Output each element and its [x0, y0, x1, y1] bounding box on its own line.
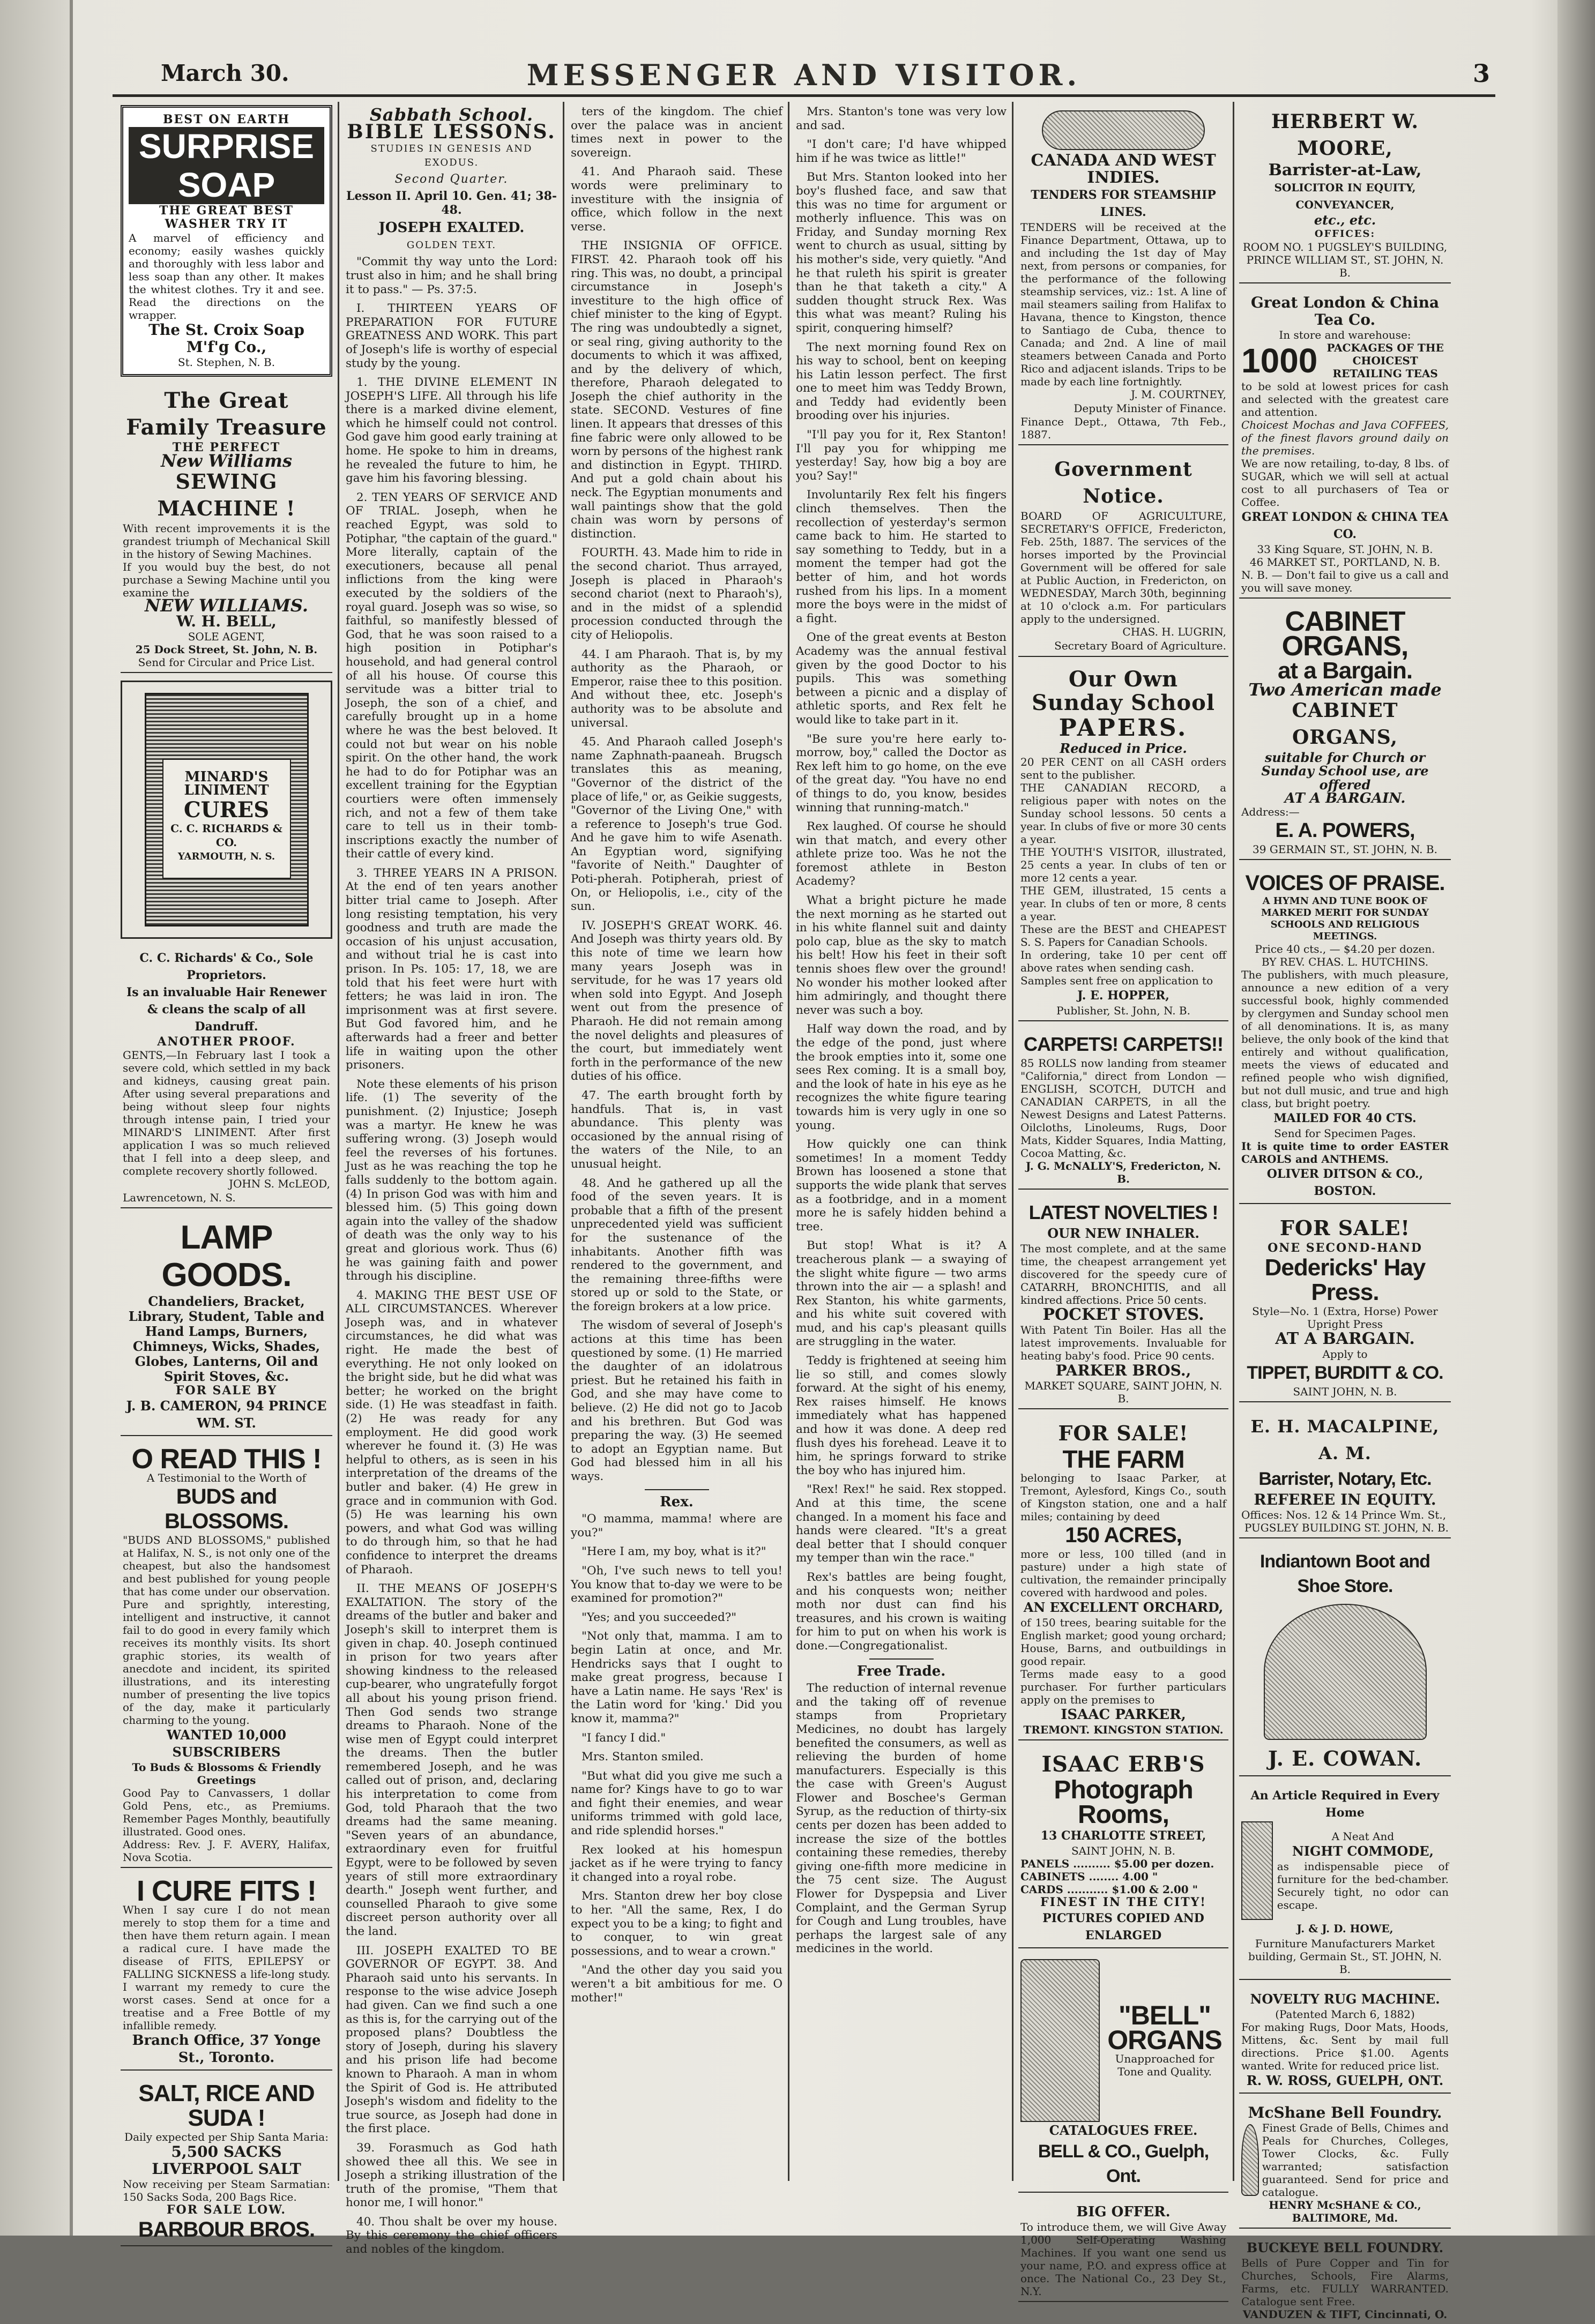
story-paragraph: Rex laughed. Of course he should win that match, and every other athlete prize too. Was he not the foremost athlete in Beston Academy?	[796, 820, 1007, 888]
farm-orchard-body: of 150 trees, bearing suitable for the English market; good young orchard; House, Barns, and outbuildings in good repair.	[1020, 1616, 1226, 1668]
tea-title: Great London & China Tea Co.	[1250, 294, 1440, 329]
carpets-ad	[1018, 1029, 1228, 1190]
sunday-publisher-place: Publisher, St. John, N. B.	[1056, 1004, 1190, 1017]
chandelier-illustration	[1264, 1604, 1427, 1740]
canada-signer: J. M. COURTNEY,	[1130, 388, 1226, 401]
cabinet-organs-ad	[1239, 606, 1451, 860]
salt-forsale: FOR SALE LOW.	[166, 2203, 287, 2217]
column-6	[1239, 105, 1451, 2321]
liniment-maker: C. C. RICHARDS & CO.	[170, 822, 282, 849]
buds-body: "BUDS AND BLOSSOMS," published at Halifax, N. S., is not only one of the cheapest, but also the handsomest and best published for young people that has come under our observation. Pure and sprightly, interesting, intelligent and instructive, it cannot fail to do good in every family which receives its monthly visits. Its short graphic stories, its wealth of anecdote and incident, its spirited illustrations, and its interesting number of presenting the live topics of the day, make it particularly charming to the young.	[123, 1534, 330, 1727]
photo-title: ISAAC ERB'S	[1041, 1751, 1205, 1777]
lesson-paragraph: 45. And Pharaoh called Joseph's name Zaphnath-paaneah. Brugsch translates this as meaning, "Governor of the district of the place of life," or, as Geikie suggests, "Governor of the Living One," with a reference to Joseph's true God. And he gave him to wife Asenath. An Egyptian word, signifying "favorite of Neith." Daughter of Poti-pherah. Potipherah, priest of On, or Heliopolis, i.e., city of the sun.	[571, 735, 782, 914]
commode-seller: J. & J. D. HOWE,	[1296, 1922, 1393, 1935]
lesson-paragraph: Note these elements of his prison life. (1) The severity of the punishment. (2) Injustice; Joseph was a martyr. He knew he was suffering wrong. (3) Joseph would feel the reverses of his fortunes. Just as he was reaching the top he falls suddenly to the bottom again. (4) In prison God was with him and blessed him. (5) This going down again into the valley of the shadow of death was the only way to his great and glorious work. Thus (6) he was gaining faith and power through his discipline.	[346, 1077, 557, 1283]
macalpine-building: PUGSLEY BUILDING ST. JOHN, N. B.	[1244, 1521, 1449, 1534]
voices-body: The publishers, with much pleasure, announce a new edition of a very successful book, highly commended by clergymen and Sunday school men of all denominations. It is, as many believe, the only book of the kind that entirely and without qualification, meets the views of educated and refined people who wish dignified, but not dull music, and true and high class, but bright poetry.	[1241, 968, 1449, 1110]
moore-name: HERBERT W. MOORE,	[1271, 110, 1419, 160]
rug-machine-ad	[1239, 1987, 1451, 2094]
hay-press-ad	[1239, 1212, 1451, 1402]
lesson-paragraph: IV. JOSEPH'S GREAT WORK. 46. And Joseph was thirty years old. By this note of time we learn how many years Joseph was in servitude, for he was 17 years old when sold into Egypt. And Joseph went out from the presence of Pharaoh. He did not remain among the novel delights and pleasures of the court, but immediately went forth in the performance of the new duties of his office.	[571, 918, 782, 1083]
masthead-bar	[107, 58, 1501, 95]
lesson-paragraph: 1. THE DIVINE ELEMENT IN JOSEPH'S LIFE. All through his life there is a marked divine element, which he himself could not control. God gave him good early training at home. He spoke to him in dreams, he revealed the future to him, he gave him his favoring blessing.	[346, 376, 557, 485]
voices-specimen: Send for Specimen Pages.	[1274, 1127, 1416, 1140]
buckeye-maker: VANDUZEN & TIFT, Cincinnati, O.	[1242, 2307, 1448, 2321]
farm-for-sale-ad	[1018, 1417, 1228, 1740]
govnotice-title: Government Notice.	[1054, 458, 1192, 508]
buds-wanted-sub: To Buds & Blossoms & Friendly Greetings	[132, 1761, 321, 1787]
column-rule	[338, 102, 339, 2181]
hay-name: Dedericks' Hay Press.	[1264, 1254, 1426, 1305]
sunday-gem: THE GEM, illustrated, 15 cents a year. In clubs of ten or more, 8 cents a year.	[1020, 884, 1226, 923]
cure-fits-ad	[121, 1875, 332, 2071]
story-paragraph: What a bright picture he made the next morning as he started out in his white flannel suit and dainty polo cap, blue as the sky to match his belt! How his feet in their soft tennis shoes flew over the ground! No wonder his mother looked after him admiringly, and thought there never was such a boy.	[796, 894, 1007, 1017]
column-4	[796, 105, 1007, 2184]
night-commode-ad	[1239, 1784, 1451, 1980]
tea-sugar: We are now retailing, to-day, 8 lbs. of SUGAR, which we will sell at actual cost to all purchasers of Tea or Coffee.	[1241, 457, 1449, 509]
section-title: Sabbath School.	[369, 104, 534, 125]
bell-illustration	[1241, 2124, 1259, 2196]
voices-by: BY REV. CHAS. L. HUTCHINS.	[1261, 955, 1429, 969]
lamp-body: Chandeliers, Bracket, Library, Student, Table and Hand Lamps, Burners, Chimneys, Wicks, Shades, Globes, Lanterns, Oil and Spirit Stoves, &c.	[128, 1293, 325, 1384]
cabinet-two: Two American made	[1248, 679, 1442, 700]
sewing-agent-role: SOLE AGENT,	[188, 630, 265, 643]
macalpine-offices: Offices: Nos. 12 & 14 Prince Wm. St.,	[1241, 1508, 1447, 1521]
farm-seller: ISAAC PARKER,	[1061, 1706, 1186, 1723]
issue-date: March 30.	[161, 60, 289, 86]
novelties-ad	[1018, 1197, 1228, 1409]
organ-illustration	[1020, 1959, 1100, 2122]
photo-finest: FINEST IN THE CITY!	[1040, 1895, 1206, 1909]
sewing-address: 25 Dock Street, St. John, N. B.	[135, 642, 318, 656]
cabinet-address: 39 GERMAIN ST., ST. JOHN, N. B.	[1253, 843, 1437, 856]
story-paragraph: "O mamma, mamma! where are you?"	[571, 1512, 782, 1540]
canada-title: CANADA AND WEST INDIES.	[1031, 151, 1216, 187]
bell-sub: Unapproached for Tone and Quality.	[1115, 2052, 1214, 2078]
column-rule	[1233, 102, 1234, 2181]
soap-place: St. Stephen, N. B.	[177, 355, 275, 369]
liniment-text	[121, 946, 332, 1208]
soap-ad	[121, 105, 332, 377]
farm-terms: Terms made easy to a good purchaser. For further particulars apply on the premises to	[1020, 1667, 1226, 1706]
bigoffer-body: To introduce them, we will Give Away 1,000 Self-Operating Washing Machines. If you want one send us your name, P.O. and express office at once. The National Co., 23 Dey St., N.Y.	[1020, 2220, 1226, 2298]
photograph-rooms-ad	[1018, 1748, 1228, 1948]
buckeye-bell-ad	[1239, 2236, 1451, 2324]
lesson-paragraph: FOURTH. 43. Made him to ride in the second chariot. Thus arrayed, Joseph is placed in Pharaoh's second chariot (next to Pharaoh's), and in the midst of a splendid procession conducted through the city of Heliopolis.	[571, 546, 782, 642]
mcshane-body: Finest Grade of Bells, Chimes and Peals for Churches, Colleges, Tower Clocks, &c. Fully warranted; satisfaction guaranteed. Send for price and catalogue.	[1262, 2121, 1449, 2199]
voices-of-praise-ad	[1239, 868, 1451, 1204]
buds-wanted-body: Good Pay to Canvassers, 1 dollar Gold Pens, etc., as Premiums. Remember Pages Monthly, beautifully illustrated. Good ones.	[123, 1787, 330, 1839]
sunday-visitor: THE YOUTH'S VISITOR, illustrated, 25 cents a year. In clubs of ten or more 12 cents a year.	[1020, 845, 1226, 884]
story-paragraph: "And the other day you said you weren't a bit ambitious for me. O mother!"	[571, 1963, 782, 2005]
lesson-paragraph: 4. MAKING THE BEST USE OF ALL CIRCUMSTANCES. Wherever Joseph was, and in whatever circumstances, he did what was right. He made the best of everything. He not only looked on the bright side, but he did what was better; he worked on the bright side. (1) He was steadfast in faith. (2) He was ready for any employment. He did good work wherever he found it. (3) He was helpful to others, as is seen in his interpretation of the dreams of the butler and baker. (4) He grew in grace and in communion with God. (5) He was learning his own powers, and what God was willing to do through him, so that he had confidence to interpret the dreams of Pharaoh.	[346, 1288, 557, 1576]
hay-seller: TIPPET, BURDITT & CO.	[1247, 1362, 1443, 1383]
carpets-seller: J. G. McNALLY'S, Fredericton, N. B.	[1025, 1159, 1221, 1185]
photo-panels: PANELS .......... $5.00 per dozen.	[1020, 1857, 1214, 1870]
macalpine-barrister-ad	[1239, 1410, 1451, 1538]
tea-body: to be sold at lowest prices for cash and selected with the greatest care and attention.	[1241, 380, 1449, 419]
story-paragraph: The next morning found Rex on his way to school, bent on keeping his Latin lesson perfect. The first one to meet him was Teddy Brown, and Teddy had evidently been brooding over his injuries.	[796, 340, 1007, 423]
photo-address: 13 CHARLOTTE STREET,	[1040, 1828, 1206, 1843]
hay-seller-place: SAINT JOHN, N. B.	[1293, 1385, 1397, 1398]
liniment-cures: CURES	[183, 797, 270, 823]
hay-bargain: AT A BARGAIN.	[1275, 1329, 1415, 1348]
lamp-seller: J. B. CAMERON, 94 PRINCE WM. ST.	[126, 1398, 327, 1431]
salt-rice-ad	[121, 2078, 332, 2246]
story-paragraph: Half way down the road, and by the edge of the pond, just where the brook empties into it, some one sees Rex coming. It is a small boy, and the look of hate in his eye as he recognizes the white figure tearing towards him is very ugly in one so young.	[796, 1022, 1007, 1132]
lesson-paragraph: 41. And Pharaoh said. These words were preliminary to investiture with the insignia of office, which follow in the next verse.	[571, 165, 782, 234]
tea-quantity: 1000	[1241, 341, 1318, 380]
lesson-paragraph: The wisdom of several of Joseph's actions at this time has been questioned by some. (1) He married the daughter of an idolatrous priest. But he retained his faith in God, and she may have come to believe. (2) He did not go to Jacob and his brethren. But God was preparing the way. (3) He seemed to adopt an Egyptian name. But God had blessed him in all his ways.	[571, 1319, 782, 1483]
liniment-bottle-illustration	[145, 693, 309, 926]
story-paragraph: Rex looked at his homespun jacket as if he were trying to fancy it changed into a royal robe.	[571, 1843, 782, 1884]
liniment-claim: Is an invaluable Hair Renewer & cleans the scalp of all Dandruff.	[126, 985, 327, 1034]
canada-sub: TENDERS FOR STEAMSHIP LINES.	[1031, 188, 1216, 219]
commode-title: An Article Required in Every Home	[1250, 1788, 1440, 1820]
shoe-owner: J. E. COWAN.	[1268, 1746, 1422, 1770]
story-paragraph: "Rex! Rex!" he said. Rex stopped. And at this time, the scene changed. In a moment his face and hands were cleared. "It's a great deal better that I should conquer my temper than win the race."	[796, 1483, 1007, 1565]
liniment-signer-place: Lawrencetown, N. S.	[123, 1191, 236, 1204]
lamp-title: LAMP GOODS.	[161, 1219, 292, 1294]
sunday-publisher: J. E. HOPPER,	[1077, 988, 1169, 1003]
column-1	[121, 105, 332, 2241]
commode-sub: A Neat And	[1331, 1829, 1395, 1843]
photo-cabinets: CABINETS ........ 4.00 "	[1020, 1870, 1158, 1883]
cabinet-at: AT A BARGAIN.	[1284, 790, 1406, 806]
masthead-title: MESSENGER AND VISITOR.	[526, 58, 1082, 92]
story-paragraph: "Oh, I've such news to tell you! You know that to-day we were to be examined for promotion?"	[571, 1564, 782, 1605]
mcshane-title: McShane Bell Foundry.	[1248, 2103, 1442, 2121]
soap-name: SURPRISE	[129, 127, 324, 166]
farm-title: THE FARM	[1062, 1445, 1184, 1473]
buckeye-body: Bells of Pure Copper and Tin for Churches, Schools, Fire Alarms, Farms, etc. FULLY WARRANTED. Catalogue sent Free.	[1241, 2256, 1449, 2308]
novelties-stoves-body: With Patent Tin Boiler. Has all the latest improvements. Invaluable for heating baby's food. Price 90 cents.	[1020, 1323, 1226, 1362]
story-paragraph: "Yes; and you succeeded?"	[582, 1610, 737, 1624]
story-paragraph: "But what did you give me such a name for? Kings have to go to war and fight their enemies, and wear uniforms trimmed with gold lace, and ride splendid horses."	[571, 1769, 782, 1838]
photo-copied: PICTURES COPIED AND ENLARGED	[1042, 1911, 1204, 1942]
buds-wanted: WANTED 10,000 SUBSCRIBERS	[166, 1727, 287, 1760]
canada-body: TENDERS will be received at the Finance Department, Ottawa, up to and including the 1st day of May next, from persons or companies, for the performance of the following steamship services, viz.: 1st. A line of mail steamers sailing from Halifax to Havana, thence to Kingston, thence to Santiago de Cuba, thence to Canada; and 2nd. A line of mail steamers between Canada and Porto Rico and adjacent islands. Trips to be made by each line fortnightly.	[1020, 221, 1226, 388]
farm-body: belonging to Isaac Parker, at Tremont, Aylesford, Kings Co., south of Kingston station, one and a half miles; containing by deed	[1020, 1471, 1226, 1523]
sewing-title: The Great Family Treasure	[126, 387, 327, 440]
sunday-school-papers-ad	[1018, 664, 1228, 1021]
facing-page-edge	[0, 0, 73, 2236]
story-paragraph: How quickly one can think sometimes! In a moment Teddy Brown has loosened a stone that supports the wide plank that serves as a footbridge, and in a moment more he is safely hidden behind a tree.	[796, 1138, 1007, 1234]
soap-tag: BEST ON EARTH	[162, 113, 290, 126]
voices-sub: A HYMN AND TUNE BOOK OF MARKED MERIT FOR SUNDAY SCHOOLS AND RELIGIOUS MEETINGS.	[1261, 895, 1429, 943]
story-paragraph: Involuntarily Rex felt his fingers clinch themselves. Then the recollection of yesterday's sermon came back to him. He started to say something to Teddy, but in a moment the temper had got the better of him, and hot words rushed from his lips. In a moment more the boys were in the midst of a fight.	[796, 488, 1007, 625]
column-3	[571, 105, 782, 2184]
story-paragraph: But Mrs. Stanton looked into her boy's flushed face, and saw that this was no time for argument or motherly influence. This was on Friday, and Sunday morning Rex went to church as usual, sitting by his mother's side, very quietly. "And he that ruleth his spirit is greater than he that taketh a city." A sudden thought struck Rex. Was this what was meant? Ruling his spirit, conquering himself?	[796, 170, 1007, 335]
cabinet-bargain: at a Bargain.	[1277, 657, 1413, 684]
novelties-title: LATEST NOVELTIES !	[1028, 1201, 1218, 1223]
canada-signer-role: Deputy Minister of Finance.	[1074, 401, 1226, 415]
story-title: Rex.	[660, 1493, 694, 1510]
moore-offices: OFFICES:	[1314, 228, 1376, 240]
story-paragraph: Mrs. Stanton drew her boy close to her. "All the same, Rex, I do expect you to be a king; to fight and to conquer, to win great possessions, and to wear a crown."	[571, 1889, 782, 1958]
cure-body: When I say cure I do not mean merely to stop them for a time and then have them return again. I mean a radical cure. I have made the disease of FITS, EPILEPSY or FALLING SICKNESS a life-long study. I warrant my remedy to cure the worst cases. Send at once for a treatise and a Free Bottle of my infallible remedy.	[123, 1903, 330, 2032]
story-paragraph: "Not only that, mamma. I am to begin Latin at once, and Mr. Hendricks says that I ought to make great progress, because I have a Latin name. He says 'Rex' is the Latin word for 'king.' Did you know it, mamma?"	[571, 1630, 782, 1725]
government-notice-ad	[1018, 453, 1228, 657]
rug-maker: R. W. ROSS, GUELPH, ONT.	[1246, 2072, 1444, 2088]
lessons-title: BIBLE LESSONS.	[347, 120, 556, 143]
cure-office: Branch Office, 37 Yonge St., Toronto.	[132, 2032, 321, 2066]
salt-title: SALT, RICE AND SUDA !	[138, 2080, 315, 2132]
buds-blossoms-ad	[121, 1444, 332, 1868]
photo-title-2: Photograph Rooms,	[1054, 1775, 1193, 1829]
sewing-body-2: If you would buy the best, do not purchase a Sewing Machine until you examine the	[123, 560, 330, 599]
novelties-seller-place: MARKET SQUARE, SAINT JOHN, N. B.	[1024, 1379, 1223, 1405]
sunday-reduced: Reduced in Price.	[1060, 741, 1187, 757]
liniment-place: YARMOUTH, N. S.	[177, 850, 275, 862]
sunday-title: Our Own Sunday School	[1032, 667, 1215, 716]
voices-mailed: MAILED FOR 40 CTS.	[1273, 1111, 1417, 1126]
golden-text: "Commit thy way unto the Lord: trust also in him; and he shall bring it to pass." — Ps. 37:5.	[346, 255, 557, 296]
commode-body: as indispensable piece of furniture for the bed-chamber. Securely tight, no odor can escape.	[1277, 1859, 1449, 1911]
voices-title: VOICES OF PRAISE.	[1245, 871, 1445, 895]
free-trade-title: Free Trade.	[856, 1663, 946, 1679]
carpets-title: CARPETS! CARPETS!!	[1023, 1033, 1223, 1055]
lesson-line: Lesson II. April 10. Gen. 41; 38-48.	[346, 189, 557, 217]
steamship-tenders-ad	[1018, 105, 1228, 445]
sunday-record: THE CANADIAN RECORD, a religious paper with notes on the Sunday school lessons. 50 cents a year. In clubs of five or more 30 cents a year.	[1020, 781, 1226, 846]
novelties-stoves: POCKET STOVES.	[1042, 1305, 1204, 1324]
lesson-paragraph: 48. And he gathered up all the food of the seven years. It is probable that a fifth of the present unprecedented yield was sufficient for the sustenance of the inhabitants. Another fifth was rendered to the government, and the remaining three-fifths were stored up or sold to the State, or the foreign brokers at a low price.	[571, 1176, 782, 1313]
tea-note: N. B. — Don't fail to give us a call and you will save money.	[1241, 569, 1449, 595]
moore-address: ROOM NO. 1 PUGSLEY'S BUILDING, PRINCE WILLIAM ST., ST. JOHN, N. B.	[1242, 241, 1448, 280]
big-offer-ad	[1018, 2200, 1228, 2302]
mcshane-maker: HENRY McSHANE & CO., BALTIMORE, Md.	[1269, 2198, 1421, 2224]
story-paragraph: Rex's battles are being fought, and his conquests won; neither moth nor dust can find his treasures, and his crown is waiting for him to put on when his work is done.—Congregationalist.	[796, 1570, 1007, 1653]
lesson-paragraph: 47. The earth brought forth by handfuls. That is, in vast abundance. This plenty was occasioned by the annual rising of the waters of the Nile, to an unusual height.	[571, 1088, 782, 1171]
buds-title: O READ THIS !	[131, 1444, 322, 1475]
cabinet-name: E. A. POWERS,	[1275, 819, 1415, 842]
farm-for-sale: FOR SALE!	[1058, 1421, 1189, 1445]
sewing-agent: W. H. BELL,	[176, 612, 277, 630]
soap-tagline: THE GREAT BEST WASHER TRY IT	[159, 203, 294, 231]
sunday-title-2: PAPERS.	[1059, 714, 1188, 742]
column-5	[1018, 105, 1228, 2298]
lesson-paragraph: ters of the kingdom. The chief over the palace was in ancient times next in power to the sovereign.	[571, 105, 782, 160]
buckeye-title: BUCKEYE BELL FOUNDRY.	[1246, 2239, 1444, 2255]
cabinet-address-label: Address:—	[1241, 805, 1300, 819]
novelties-inhaler: OUR NEW INHALER.	[1047, 1225, 1199, 1241]
page-number: 3	[1472, 59, 1490, 88]
tea-address-1: 33 King Square, ST. JOHN, N. B.	[1257, 543, 1433, 556]
column-rule	[563, 102, 564, 2181]
story-paragraph: "I'll pay you for it, Rex Stanton! I'll pay you for whipping me yesterday! Say, how big a boy are you? Say!"	[796, 428, 1007, 483]
moore-role-2: SOLICITOR IN EQUITY, CONVEYANCER,	[1274, 181, 1416, 211]
lesson-paragraph: 44. I am Pharaoh. That is, by my authority as the Pharaoh, or Emperor, raise thee to this position. And without thee, etc. Joseph's authority was to be absolute and universal.	[571, 647, 782, 730]
story-paragraph: "Be sure you're here early to-morrow, boy," called the Doctor as Rex left him to go home, on the eve of the great day. "You have no end of things to do, you know, besides winning that running-match."	[796, 732, 1007, 814]
header-rule	[113, 94, 1495, 97]
sewing-machine: SEWING MACHINE !	[157, 469, 296, 520]
lesson-paragraph: 40. Thou shalt be over my house. By this ceremony the chief officers and nobles of the kingdom.	[346, 2215, 557, 2256]
sunday-best: These are the BEST and CHEAPEST S. S. Papers for Canadian Schools.	[1020, 922, 1226, 948]
moore-role: Barrister-at-Law,	[1268, 161, 1422, 180]
rug-patent: (Patented March 6, 1882)	[1275, 2007, 1415, 2021]
buds-address: Address: Rev. J. F. AVERY, Halifax, Nova Scotia.	[123, 1838, 330, 1864]
farm-acres-body: more or less, 100 tilled (and in pasture) under a high state of cultivation, the remainder principally covered with hardwood and poles.	[1020, 1547, 1226, 1599]
soap-maker: The St. Croix Soap M'f'g Co.,	[148, 320, 304, 356]
tea-company-ad	[1239, 291, 1451, 599]
liniment-ad	[121, 681, 332, 939]
moore-barrister-ad	[1239, 105, 1451, 283]
cabinet-organs: CABINET ORGANS,	[1292, 699, 1398, 749]
tea-address-2: 46 MARKET ST., PORTLAND, N. B.	[1249, 556, 1441, 569]
lesson-paragraph: III. JOSEPH EXALTED TO BE GOVERNOR OF EGYPT. 38. And Pharaoh said unto his servants. In response to the wise advice Joseph had given. Can we find such a one as this is, for the carrying out of the proposed plans? Doubtless the story of Joseph, during his slavery and his prison life had become known to Pharaoh. A man in whom the Spirit of God is. He attributed Joseph's wisdom and fidelity to the true source, as Joseph had done in the first place.	[346, 1944, 557, 2136]
hay-apply: Apply to	[1322, 1347, 1368, 1361]
golden-text-label: GOLDEN TEXT.	[406, 239, 497, 251]
royal-arms-illustration	[1042, 110, 1205, 150]
lesson-paragraph: I. THIRTEEN YEARS OF PREPARATION FOR FUTURE GREATNESS AND WORK. This part of Joseph's life is worthy of especial study by the young.	[346, 302, 557, 370]
sunday-order: In ordering, take 10 per cent off above rates when sending cash.	[1020, 948, 1226, 974]
hay-sub: ONE SECOND-HAND	[1268, 1241, 1422, 1256]
bell-organs-ad	[1018, 1956, 1228, 2193]
sewing-brand: New Williams	[161, 451, 292, 472]
sunday-samples: Samples sent free on application to	[1020, 974, 1213, 987]
lesson-paragraph: II. THE MEANS OF JOSEPH'S EXALTATION. The story of the dreams of the butler and baker and Joseph's skill to interpret them is given in chap. 40. Joseph continued in prison for two years after showing kindness to the released cup-bearer, who ungratefully forgot all about his young prison friend. Then God sends two strange dreams to Pharaoh. None of the wise men of Egypt could interpret the dreams. Then the butler remembered Joseph, and he was called out of prison, and, declaring his interpretation to come from God, told Pharaoh that the two dreams had the same meaning. "Seven years of an abundance, extraordinary even for fruitful Egypt, were to be followed by seven years of still more extraordinary dearth." Joseph went further, and counselled Pharaoh to give some discreet person authority over all the land.	[346, 1582, 557, 1938]
commode-illustration	[1241, 1821, 1273, 1920]
liniment-proprietors: C. C. Richards' & Co., Sole Proprietors.	[139, 951, 314, 982]
story-paragraph: Mrs. Stanton's tone was very low and sad.	[796, 105, 1007, 132]
story-paragraph: Mrs. Stanton smiled.	[582, 1750, 704, 1764]
sewing-brand-2: NEW WILLIAMS.	[145, 595, 308, 616]
tea-coffees: Choicest Mochas and Java COFFEES, of the finest flavors ground daily on the premises.	[1241, 419, 1449, 458]
mcshane-bell-ad	[1239, 2101, 1451, 2229]
bell-organs: ORGANS	[1107, 2024, 1222, 2055]
carpets-body: 85 ROLLS now landing from steamer "California," direct from London — ENGLISH, SCOTCH, DUTCH and CANADIAN CARPETS, in all the Newest Designs and Latest Patterns. Oilcloths, Linoleums, Rugs, Door Mats, Kidder Squares, India Matting, Cocoa Matting, &c.	[1020, 1056, 1226, 1160]
govnotice-signer-role: Secretary Board of Agriculture.	[1054, 639, 1226, 652]
buds-sub: A Testimonial to the Worth of	[146, 1471, 307, 1485]
voices-easter: It is quite time to order EASTER CAROLS and ANTHEMS.	[1241, 1140, 1449, 1166]
shoe-title: Indiantown Boot and Shoe Store.	[1259, 1551, 1430, 1596]
sewing-perfect: THE PERFECT	[172, 440, 281, 454]
bell-maker: BELL & CO., Guelph, Ont.	[1038, 2141, 1209, 2186]
photo-cards: CARDS ........... $1.00 & 2.00 "	[1020, 1882, 1198, 1896]
story-paragraph: One of the great events at Beston Academy was the annual festival given by the good Doctor to his pupils. This was something between a picnic and a display of athletic sports, and Rex felt he would like to take part in it.	[796, 631, 1007, 727]
lesson-paragraph: THE INSIGNIA OF OFFICE. FIRST. 42. Pharaoh took off his ring. This was, no doubt, a principal circumstance in Joseph's investiture to the high office of chief minister to the king of Egypt. The ring was undoubtedly a signet, or seal ring, giving authority to the documents to which it was affixed, and by the delivery of which, therefore, Pharaoh delegated to Joseph the chief authority in the state. SECOND. Vestures of fine linen. It appears that dresses of this fine fabric were only allowed to be worn by persons of the highest rank and distinction in Egypt. THIRD. And put a gold chain about his neck. The Egyptian monuments and wall paintings show that the gold chain was worn by persons of distinction.	[571, 239, 782, 541]
tea-quantity-desc: PACKAGES OF THE CHOICEST RETAILING TEAS	[1326, 341, 1444, 380]
rug-title: NOVELTY RUG MACHINE.	[1250, 1991, 1440, 2007]
liniment-testimonial: GENTS,—In February last I took a severe cold, which settled in my back and kidneys, causing great pain. After using several preparations and being without sleep four nights through intense pain, I tried your MINARD'S LINIMENT. After first application I was so much relieved that I fell into a deep sleep, and complete recovery shortly followed.	[123, 1049, 330, 1178]
hay-for-sale: FOR SALE!	[1279, 1216, 1411, 1241]
canada-place: Finance Dept., Ottawa, 7th Feb., 1887.	[1020, 415, 1226, 442]
hay-style: Style—No. 1 (Extra, Horse) Power Upright Press	[1252, 1304, 1438, 1331]
bigoffer-title: BIG OFFER.	[1076, 2203, 1171, 2220]
sewing-circular: Send for Circular and Price List.	[138, 655, 315, 669]
cure-title: I CURE FITS !	[137, 1875, 316, 1908]
bell-title: "BELL"	[1119, 2000, 1211, 2030]
column-rule	[788, 102, 789, 2181]
macalpine-name: E. H. MACALPINE, A. M.	[1250, 1416, 1440, 1463]
cabinet-title: CABINET ORGANS,	[1281, 606, 1408, 662]
soap-body: A marvel of efficiency and economy; easily washes quickly and thoroughly with less labor and less soap than any other. It makes the whitest clothes. Try it and see. Read the directions on the wrapper.	[129, 231, 324, 322]
free-trade-body: The reduction of internal revenue and the taking off of revenue stamps from Proprietary Medicines, no doubt has largely benefited the consumers, as well as relieving the burden of home manufacturers. Especially is this the case with Green's August Flower and Boschee's German Syrup, as the reduction of thirty-six cents per dozen has been added to increase the size of the bottles containing these remedies, thereby giving one-fifth more medicine in the 75 cent size. The August Flower for Dyspepsia and Liver Complaint, and the German Syrup for Cough and Lung troubles, have perhaps the largest sale of any medicines in the world.	[796, 1682, 1007, 1956]
farm-orchard: AN EXCELLENT ORCHARD,	[1023, 1599, 1224, 1615]
liniment-label: MINARD'S LINIMENT	[184, 768, 269, 799]
story-paragraph: Teddy is frightened at seeing him lie so still, and comes slowly forward. At the sight of his enemy, Rex raises himself. He knows immediately what has happened and how it was done. A deep red flush dyes his forehead. Leave it to him, he springs forward to strike the boy who has injured him.	[796, 1354, 1007, 1477]
salt-seller: BARBOUR BROS.	[138, 2217, 315, 2241]
story-paragraph: "Here I am, my boy, what is it?"	[582, 1545, 766, 1559]
lesson-title: JOSEPH EXALTED.	[378, 220, 525, 236]
story-paragraph: "I fancy I did."	[582, 1731, 666, 1745]
lesson-paragraph: 39. Forasmuch as God hath showed thee all this. We see in Joseph a striking illustration of the truth of the promise, "Them that honor me, I will honor."	[346, 2141, 557, 2210]
macalpine-role-2: REFEREE IN EQUITY.	[1254, 1490, 1436, 1508]
farm-seller-place: TREMONT. KINGSTON STATION.	[1023, 1723, 1224, 1736]
macalpine-role: Barrister, Notary, Etc.	[1258, 1468, 1432, 1489]
rug-body: For making Rugs, Door Mats, Hoods, Mittens, &c. Sent by mail full directions. Price $1.00. Agents wanted. Write for reduced price list.	[1241, 2020, 1449, 2072]
tea-company: GREAT LONDON & CHINA TEA CO.	[1241, 510, 1449, 542]
liniment-proof: ANOTHER PROOF.	[157, 1034, 296, 1049]
lamp-goods-ad	[121, 1216, 332, 1437]
sewing-machine-ad	[121, 384, 332, 673]
commode-seller-desc: Furniture Manufacturers Market building, Germain St., ST. JOHN, N. B.	[1248, 1937, 1442, 1976]
story-paragraph: "I don't care; I'd have whipped him if he was twice as little!"	[796, 138, 1007, 165]
page-shadow	[1557, 0, 1595, 2236]
salt-sub: Daily expected per Ship Santa Maria:	[124, 2131, 329, 2144]
novelties-seller: PARKER BROS.,	[1055, 1361, 1191, 1379]
shoe-store-ad	[1239, 1546, 1451, 1776]
photo-city: SAINT JOHN, N. B.	[1071, 1844, 1176, 1857]
soap-name-2: SOAP	[129, 166, 324, 204]
voices-seller: OLIVER DITSON & CO., BOSTON.	[1266, 1167, 1423, 1199]
bell-catalogues: CATALOGUES FREE.	[1049, 2122, 1198, 2138]
sewing-body: With recent improvements it is the grandest triumph of Mechanical Skill in the history of Sewing Machines.	[123, 521, 330, 561]
moore-etc: etc., etc.	[1314, 212, 1376, 228]
story-paragraph: But stop! What is it? A treacherous plank — a swaying of the slight white figure — two arms thrown into the air — a splash! and Rex Stanton, his white garments, and his white suit covered with mud, and his cap's pleasant quills are struggling in the water.	[796, 1239, 1007, 1349]
column-2	[346, 104, 557, 2256]
lesson-paragraph: 3. THREE YEARS IN A PRISON. At the end of ten years another bitter trial came to Joseph. After long resisting temptation, his very goodness and truth are made the occasion of his unjust accusation, and without trial he is cast into prison. In Ps. 105: 17, 18, we are told that his feet were hurt with fetters; he was laid in iron. The imprisonment was at first severe. But God favored him, and he afterwards had a freer and better life in waiting upon the other prisoners.	[346, 866, 557, 1072]
commode-name: NIGHT COMMODE,	[1292, 1843, 1434, 1859]
novelties-inhaler-body: The most complete, and at the same time, the cheapest arrangement yet discovered for the speedy cure of CATARRH, BRONCHITIS, and all kindred affections. Price 50 cents.	[1020, 1242, 1226, 1306]
buds-name: BUDS and BLOSSOMS.	[164, 1485, 289, 1534]
sunday-discount: 20 PER CENT on all CASH orders sent to the publisher.	[1020, 755, 1226, 781]
salt-qty: 5,500 SACKS LIVERPOOL SALT	[152, 2143, 301, 2178]
liniment-signer: JOHN S. McLEOD,	[228, 1177, 330, 1191]
farm-acres: 150 ACRES,	[1065, 1523, 1182, 1547]
salt-body: Now receiving per Steam Sarmatian: 150 Sacks Soda, 200 Bags Rice.	[123, 2178, 330, 2204]
quarter-line: Second Quarter.	[394, 173, 509, 186]
govnotice-signer: CHAS. H. LUGRIN,	[1122, 625, 1226, 639]
lamp-forsale: FOR SALE BY	[175, 1383, 278, 1398]
lesson-paragraph: 2. TEN YEARS OF SERVICE AND OF TRIAL. Joseph, when he reached Egypt, was sold to Potiphar, "the captain of the guard." More literally, captain of the executioners, because all penal inflictions from the king were executed by the soldiers of the royal guard. Joseph was so wise, so faithful, so manifestly blessed of God, that he was soon raised to a high position in Potiphar's household, and had general control of all his house. Of course this servitude was a bitter trial to Joseph, the son of a chief, and carefully brought up in a home where he was the best beloved. It could not but wear on his noble spirit. On the other hand, the work he had to do for Potiphar was an excellent training for the Egyptian courtiers were often immensely rich, and not a few of them take care to tell us in their tomb-inscriptions exactly the number of their cattle of every kind.	[346, 490, 557, 861]
studies-line: STUDIES IN GENESIS AND EXODUS.	[370, 143, 533, 168]
tea-sub: In store and warehouse:	[1279, 328, 1411, 342]
govnotice-body: BOARD OF AGRICULTURE, SECRETARY'S OFFICE, Fredericton, Feb. 25th, 1887. The services of the horses imported by the Provincial Government will be offered for sale at Public Auction, in Fredericton, on WEDNESDAY, March 30th, beginning at 10 o'clock a.m. For particulars apply to the undersigned.	[1020, 510, 1226, 626]
cabinet-suitable: suitable for Church or Sunday School use, are offered	[1261, 749, 1429, 793]
column-rule	[1012, 102, 1013, 2181]
voices-price: Price 40 cts., — $4.20 per dozen.	[1255, 943, 1435, 956]
